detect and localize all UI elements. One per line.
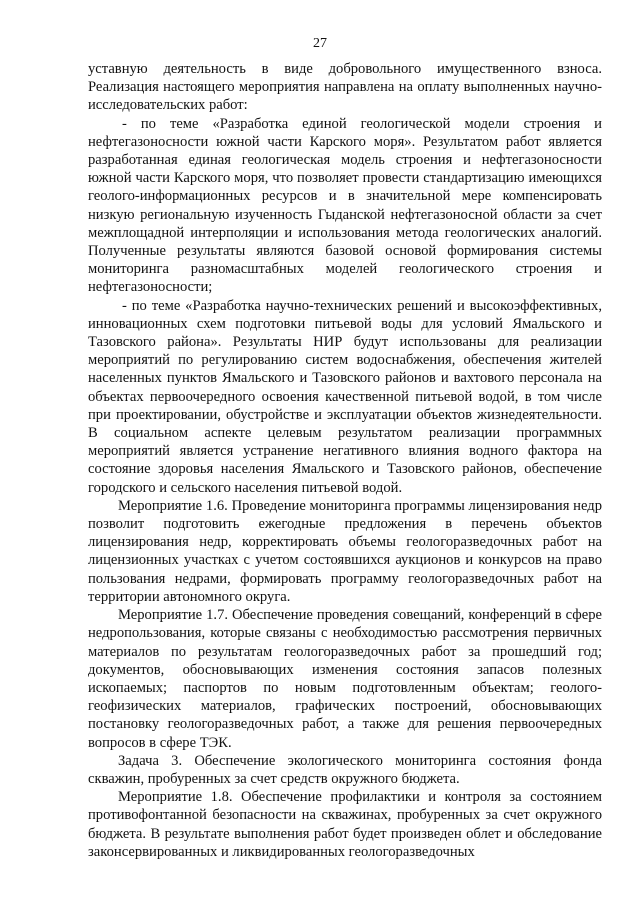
bullet-item-kara-sea-model: - по теме «Разработка единой геологической модели строения и нефтегазоносности южной части Карского моря». Результатом работ является разработанная единая геологическая модель строения и нефтегазоносности южной части Карского моря, что позволяет провести стандартизацию имеющихся геолого-информационных ресурсов и в значительной мере компенсировать низкую региональную изученность Гыданской нефтегазоносной области за счет межплощадной интерполяции и использования метода геологических аналогий. Полученные результаты являются базовой основой формирования системы мониторинга разномасштабных моделей геологического строения и нефтегазоносности;	[88, 115, 602, 296]
page-number: 27	[313, 36, 327, 51]
page-body	[88, 60, 602, 861]
bullet-item-drinking-water: - по теме «Разработка научно-технических решений и высокоэффективных, инновационных схем подготовки питьевой воды для условий Ямальского и Тазовского района». Результаты НИР будут использованы для реализации мероприятий по регулированию систем водоснабжения, обеспечения жителей населенных пунктов Ямальского и Тазовского районов и вахтового персонала на объектах первоочередного освоения качественной питьевой водой, в том числе при проектировании, обустройстве и эксплуатации объектов жизнедеятельности. В социальном аспекте целевым результатом реализации программных мероприятий является устранение негативного влияния водного фактора на состояние здоровья населения Ямальского и Тазовского районов, обеспечение городского и сельского населения питьевой водой.	[88, 297, 602, 496]
paragraph-task-3: Задача 3. Обеспечение экологического мониторинга состояния фонда скважин, пробуренных за счет средств окружного бюджета.	[88, 752, 602, 787]
paragraph-measure-1-8: Мероприятие 1.8. Обеспечение профилактики и контроля за состоянием противофонтанной безопасности на скважинах, пробуренных за счет окружного бюджета. В результате выполнения работ будет произведен облет и обследование законсервированных и ликвидированных геологоразведочных	[88, 789, 602, 860]
paragraph-intro: уставную деятельность в виде добровольного имущественного взноса. Реализация настоящего мероприятия направлена на оплату выполненных научно-исследовательских работ:	[88, 61, 602, 114]
paragraph-measure-1-6: Мероприятие 1.6. Проведение мониторинга программы лицензирования недр позволит подготовить ежегодные предложения в перечень объектов лицензирования недр, корректировать объемы геологоразведочных работ на лицензионных участках с учетом состоявшихся аукционов и конкурсов на право пользования недрами, формировать программу геологоразведочных работ на территории автономного округа.	[88, 497, 602, 605]
paragraph-measure-1-7: Мероприятие 1.7. Обеспечение проведения совещаний, конференций в сфере недропользования, которые связаны с необходимостью рассмотрения первичных материалов по результатам геологоразведочных работ за прошедший год; документов, обосновывающих изменения состояния запасов полезных ископаемых; паспортов по новым подготовленным объектам; геолого-геофизических материалов, графических построений, обосновывающих постановку геологоразведочных работ, а также для решения первоочередных вопросов в сфере ТЭК.	[88, 607, 602, 751]
